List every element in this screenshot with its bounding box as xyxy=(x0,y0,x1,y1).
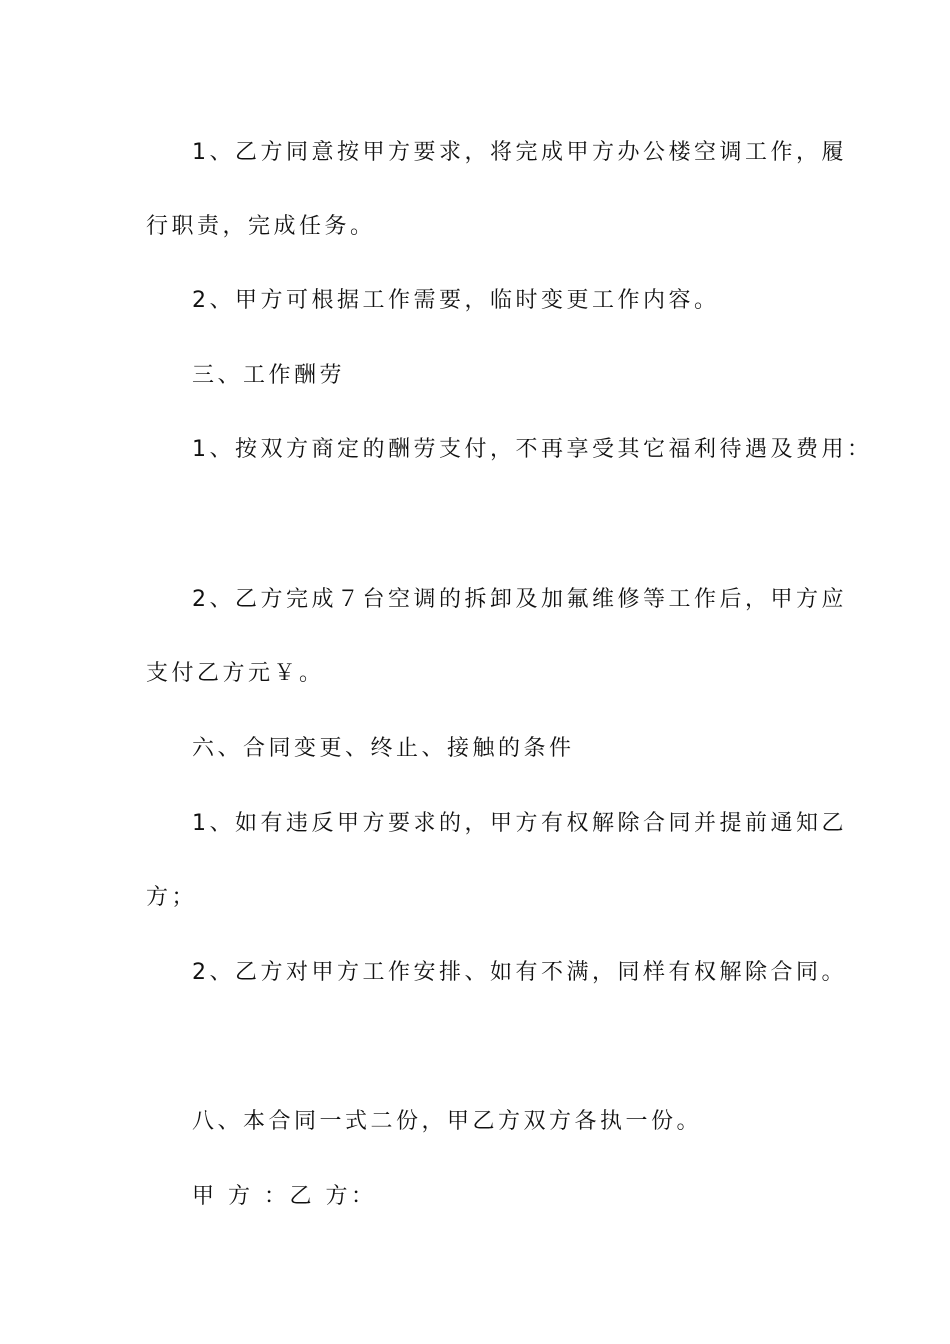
clause-1-line-1: 1、乙方同意按甲方要求，将完成甲方办公楼空调工作，履 xyxy=(192,140,847,165)
signature-parties: 甲 方 ：乙 方： xyxy=(192,1184,377,1209)
section-copies: 八、本合同一式二份，甲乙方双方各执一份。 xyxy=(192,1109,703,1134)
remuneration-clause-1: 1、按双方商定的酬劳支付，不再享受其它福利待遇及费用： xyxy=(192,437,873,462)
remuneration-clause-2-line-1: 2、乙方完成７台空调的拆卸及加氟维修等工作后，甲方应 xyxy=(192,587,847,612)
clause-2: 2、甲方可根据工作需要，临时变更工作内容。 xyxy=(192,288,720,313)
change-clause-1-line-1: 1、如有违反甲方要求的，甲方有权解除合同并提前通知乙 xyxy=(192,811,847,836)
change-clause-1-line-2: 方； xyxy=(146,885,198,910)
remuneration-clause-2-line-2: 支付乙方元￥。 xyxy=(146,661,325,686)
change-clause-2: 2、乙方对甲方工作安排、如有不满，同样有权解除合同。 xyxy=(192,960,847,985)
section-heading-contract-change: 六、合同变更、终止、接触的条件 xyxy=(192,736,575,761)
section-heading-remuneration: 三、工作酬劳 xyxy=(192,363,346,388)
clause-1-line-2: 行职责，完成任务。 xyxy=(146,214,376,239)
